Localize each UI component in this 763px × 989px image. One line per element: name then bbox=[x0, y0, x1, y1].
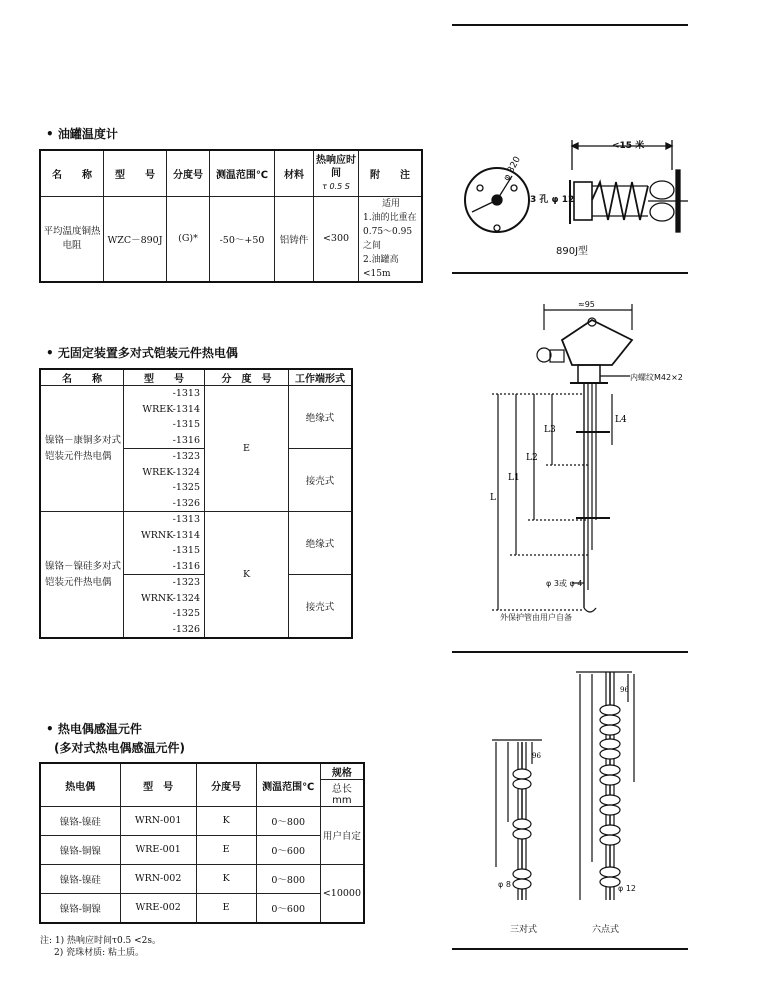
model-code: -1314 bbox=[172, 529, 200, 541]
header-range: 测温范围℃ bbox=[210, 150, 275, 196]
header-model: 型 号 bbox=[104, 150, 167, 196]
sheath-dia-label: φ 3或 φ 4 bbox=[546, 579, 583, 588]
caption-three-pair: 三对式 bbox=[510, 925, 538, 935]
tube-note-label: 外保护管由用户自备 bbox=[500, 613, 572, 622]
model-code-with-prefix bbox=[126, 465, 200, 481]
oil-tank-table bbox=[39, 149, 423, 283]
model-code: -1316 bbox=[172, 560, 200, 572]
header-range: 测温范围℃ bbox=[256, 763, 320, 807]
model-code: -1313 bbox=[172, 514, 200, 525]
cell-grad: E bbox=[196, 835, 256, 864]
cell-model: WRE-002 bbox=[120, 893, 196, 923]
figure-sensing-elements bbox=[452, 662, 692, 932]
header-response-label: 热响应时间 bbox=[316, 154, 356, 179]
model-code: -1324 bbox=[172, 466, 200, 478]
divider-rule bbox=[452, 24, 688, 26]
spiral-element bbox=[592, 182, 648, 220]
type-cell: 绝缘式 bbox=[289, 386, 353, 449]
dim-label: L1 bbox=[508, 473, 520, 483]
cell-grad: (G)* bbox=[167, 196, 210, 282]
dim-label: 96 bbox=[532, 752, 541, 760]
section-title-sensing-element: • 热电偶感温元件 bbox=[46, 722, 142, 736]
model-code-with-prefix bbox=[126, 528, 200, 544]
bead-group bbox=[513, 769, 531, 889]
header-grad: 分度号 bbox=[167, 150, 210, 196]
header-length: 总长 mm bbox=[320, 780, 364, 807]
model-cell bbox=[124, 386, 205, 449]
cell-grad: E bbox=[196, 893, 256, 923]
note-line: 2) 瓷珠材质: 粘土质。 bbox=[54, 948, 144, 958]
end-plate bbox=[676, 170, 680, 232]
model-code: -1325 bbox=[172, 608, 200, 619]
cell-model: WRN-002 bbox=[120, 864, 196, 893]
model-prefix: WRNK bbox=[140, 529, 173, 541]
header-material: 材料 bbox=[275, 150, 314, 196]
note-line: 2.油罐高<15m bbox=[363, 254, 399, 279]
cell-name: 平均温度铜热电阻 bbox=[40, 196, 104, 282]
cell-grad: K bbox=[196, 864, 256, 893]
header-model: 型 号 bbox=[124, 369, 205, 386]
model-code: -1315 bbox=[172, 545, 200, 556]
header-model: 型 号 bbox=[120, 763, 196, 807]
note-line: 注: 1) 热响应时间τ0.5 <2s。 bbox=[40, 936, 162, 946]
header-notes: 附 注 bbox=[359, 150, 423, 196]
cell-material: 铝铸件 bbox=[275, 196, 314, 282]
header-tc: 热电偶 bbox=[40, 763, 120, 807]
cable-gland bbox=[537, 348, 551, 362]
float-disc bbox=[650, 203, 674, 221]
model-code: -1324 bbox=[172, 592, 200, 604]
model-code: -1316 bbox=[172, 434, 200, 446]
model-code: -1314 bbox=[172, 403, 200, 415]
model-code-with-prefix bbox=[126, 402, 200, 418]
model-code: -1323 bbox=[172, 451, 200, 462]
model-code: -1315 bbox=[172, 419, 200, 430]
caption-six-point: 六点式 bbox=[592, 925, 620, 935]
section-title-oil-tank: • 油罐温度计 bbox=[46, 127, 118, 141]
flange-hole bbox=[477, 185, 483, 191]
cell-model: WRN-001 bbox=[120, 807, 196, 836]
group-name: 镍铬－镍硅多对式铠装元件热电偶 bbox=[40, 512, 124, 639]
section-title-armored-tc: • 无固定装置多对式铠装元件热电偶 bbox=[46, 346, 238, 360]
flange-hole bbox=[511, 185, 517, 191]
cell-notes bbox=[359, 196, 423, 282]
model-prefix: WREK bbox=[142, 403, 173, 415]
length-label: <15 米 bbox=[612, 141, 645, 151]
cell-tc: 镍铬-镍硅 bbox=[40, 807, 120, 836]
cell-tc: 镍铬-铜镍 bbox=[40, 893, 120, 923]
model-code: -1323 bbox=[172, 577, 200, 588]
model-code: -1325 bbox=[172, 482, 200, 493]
model-prefix: WRNK bbox=[140, 592, 173, 604]
section-subtitle: (多对式热电偶感温元件) bbox=[54, 741, 185, 755]
divider-rule bbox=[452, 272, 688, 274]
cell-spec: <10000 bbox=[320, 864, 364, 923]
header-name: 名 称 bbox=[40, 150, 104, 196]
cell-range: -50～+50 bbox=[210, 196, 275, 282]
header-response bbox=[314, 150, 359, 196]
grad-cell: E bbox=[205, 386, 289, 512]
dim-label: 96 bbox=[620, 686, 629, 694]
thread-label: 内螺纹M42×2 bbox=[630, 373, 683, 382]
bead-dia-label: φ 8 bbox=[498, 880, 511, 889]
cell-range: 0～600 bbox=[256, 893, 320, 923]
dim-label: L4 bbox=[615, 415, 627, 425]
model-cell bbox=[124, 512, 205, 575]
grad-cell: K bbox=[205, 512, 289, 639]
type-cell: 绝缘式 bbox=[289, 512, 353, 575]
dim-label: L2 bbox=[526, 453, 538, 463]
cell-tc: 镍铬-镍硅 bbox=[40, 864, 120, 893]
width-label: ≈95 bbox=[578, 300, 595, 309]
model-code: -1313 bbox=[172, 388, 200, 399]
model-code: -1326 bbox=[172, 623, 200, 635]
head-neck bbox=[578, 365, 600, 383]
header-type: 工作端形式 bbox=[289, 369, 353, 386]
header-name: 名 称 bbox=[40, 369, 124, 386]
cell-tc: 镍铬-铜镍 bbox=[40, 835, 120, 864]
note-line: 适用 bbox=[381, 198, 400, 209]
model-code-with-prefix bbox=[126, 591, 200, 607]
header-response-unit: τ 0.5 S bbox=[322, 181, 350, 191]
type-cell: 接壳式 bbox=[289, 575, 353, 639]
armored-tc-table bbox=[39, 368, 353, 639]
flange-hole bbox=[494, 225, 500, 231]
cell-model: WZC－890J bbox=[104, 196, 167, 282]
diameter-label: φ 320 bbox=[502, 155, 524, 183]
dim-label: L bbox=[490, 493, 496, 503]
sensing-element-table bbox=[39, 762, 365, 924]
cell-range: 0～800 bbox=[256, 864, 320, 893]
model-cell bbox=[124, 575, 205, 639]
group-name: 镍铬－康铜多对式铠装元件热电偶 bbox=[40, 386, 124, 512]
cell-response: <300 bbox=[314, 196, 359, 282]
model-code: -1326 bbox=[172, 497, 200, 509]
cell-grad: K bbox=[196, 807, 256, 836]
model-prefix: WREK bbox=[142, 466, 173, 478]
figure-caption: 890J型 bbox=[556, 246, 589, 257]
bead-dia-label: φ 12 bbox=[618, 884, 636, 893]
header-grad: 分度号 bbox=[196, 763, 256, 807]
header-spec: 规格 bbox=[320, 763, 364, 780]
body-head bbox=[574, 182, 592, 220]
float-disc bbox=[650, 181, 674, 199]
type-cell: 接壳式 bbox=[289, 449, 353, 512]
table-notes bbox=[40, 935, 161, 959]
divider-rule bbox=[452, 651, 688, 653]
cell-spec: 用户自定 bbox=[320, 807, 364, 865]
cell-range: 0～600 bbox=[256, 835, 320, 864]
holes-label: 3 孔 φ 12 bbox=[530, 195, 575, 205]
note-line: 1.油的比重在 bbox=[363, 212, 417, 223]
note-line: 0.75～0.95之间 bbox=[363, 226, 413, 251]
dim-label: L3 bbox=[544, 425, 556, 435]
junction-head bbox=[562, 320, 632, 365]
cell-model: WRE-001 bbox=[120, 835, 196, 864]
cell-range: 0～800 bbox=[256, 807, 320, 836]
header-grad: 分 度 号 bbox=[205, 369, 289, 386]
model-cell bbox=[124, 449, 205, 512]
divider-rule bbox=[452, 948, 688, 950]
